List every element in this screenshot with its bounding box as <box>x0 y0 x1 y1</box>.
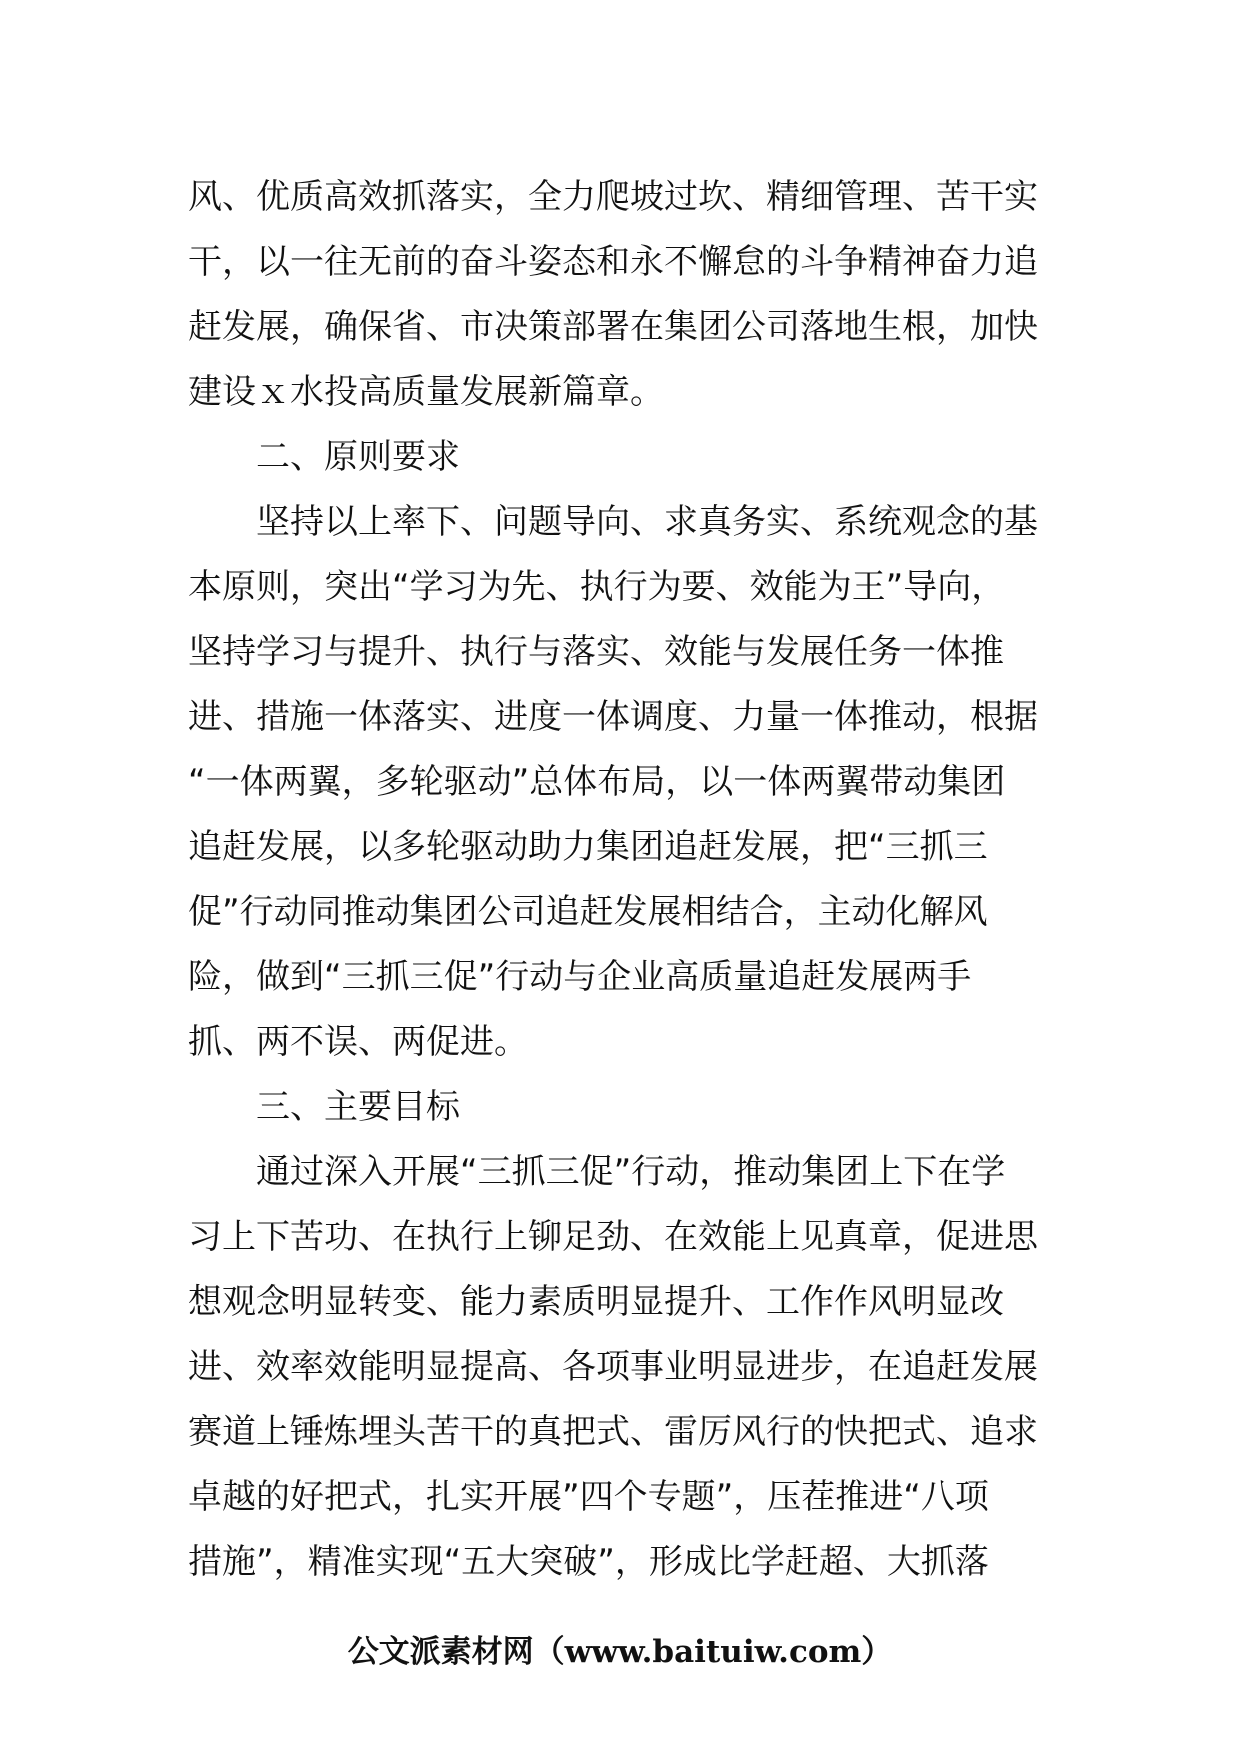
text-line: 卓越的好把式，扎实开展”四个专题”，压茬推进“八项 <box>188 1477 989 1517</box>
text-line: 进、措施一体落实、进度一体调度、力量一体推动，根据 <box>188 697 1038 737</box>
text-line: 抓、两不误、两促进。 <box>188 1022 528 1062</box>
text-line: 赶发展，确保省、市决策部署在集团公司落地生根，加快 <box>188 307 1038 347</box>
text-line: 干，以一往无前的奋斗姿态和永不懈怠的斗争精神奋力追 <box>188 242 1038 282</box>
text-line: 坚持学习与提升、执行与落实、效能与发展任务一体推 <box>188 632 1004 672</box>
text-line: 赛道上锤炼埋头苦干的真把式、雷厉风行的快把式、追求 <box>188 1412 1038 1452</box>
text-line: 习上下苦功、在执行上铆足劲、在效能上见真章，促进思 <box>188 1217 1038 1257</box>
section-heading: 三、主要目标 <box>188 1087 460 1127</box>
text-line: 通过深入开展“三抓三促”行动，推动集团上下在学 <box>188 1152 1006 1192</box>
text-line: 本原则，突出“学习为先、执行为要、效能为王”导向， <box>188 567 1006 607</box>
document-body <box>188 165 1068 1595</box>
text-line: “一体两翼，多轮驱动”总体布局，以一体两翼带动集团 <box>188 762 1006 802</box>
text-line: 建设ｘ水投高质量发展新篇章。 <box>188 372 664 412</box>
text-line: 风、优质高效抓落实，全力爬坡过坎、精细管理、苦干实 <box>188 177 1038 217</box>
text-line: 想观念明显转变、能力素质明显提升、工作作风明显改 <box>188 1282 1004 1322</box>
text-line: 促”行动同推动集团公司追赶发展相结合，主动化解风 <box>188 892 988 932</box>
text-line: 进、效率效能明显提高、各项事业明显进步，在追赶发展 <box>188 1347 1038 1387</box>
footer-watermark: 公文派素材网（www.baituiw.com） <box>347 1634 893 1670</box>
section-heading: 二、原则要求 <box>188 437 460 477</box>
text-line: 坚持以上率下、问题导向、求真务实、系统观念的基 <box>188 502 1038 542</box>
text-line: 措施”，精准实现“五大突破”，形成比学赶超、大抓落 <box>188 1542 989 1582</box>
text-line: 追赶发展，以多轮驱动助力集团追赶发展，把“三抓三 <box>188 827 988 867</box>
text-line: 险，做到“三抓三促”行动与企业高质量追赶发展两手 <box>188 957 972 997</box>
